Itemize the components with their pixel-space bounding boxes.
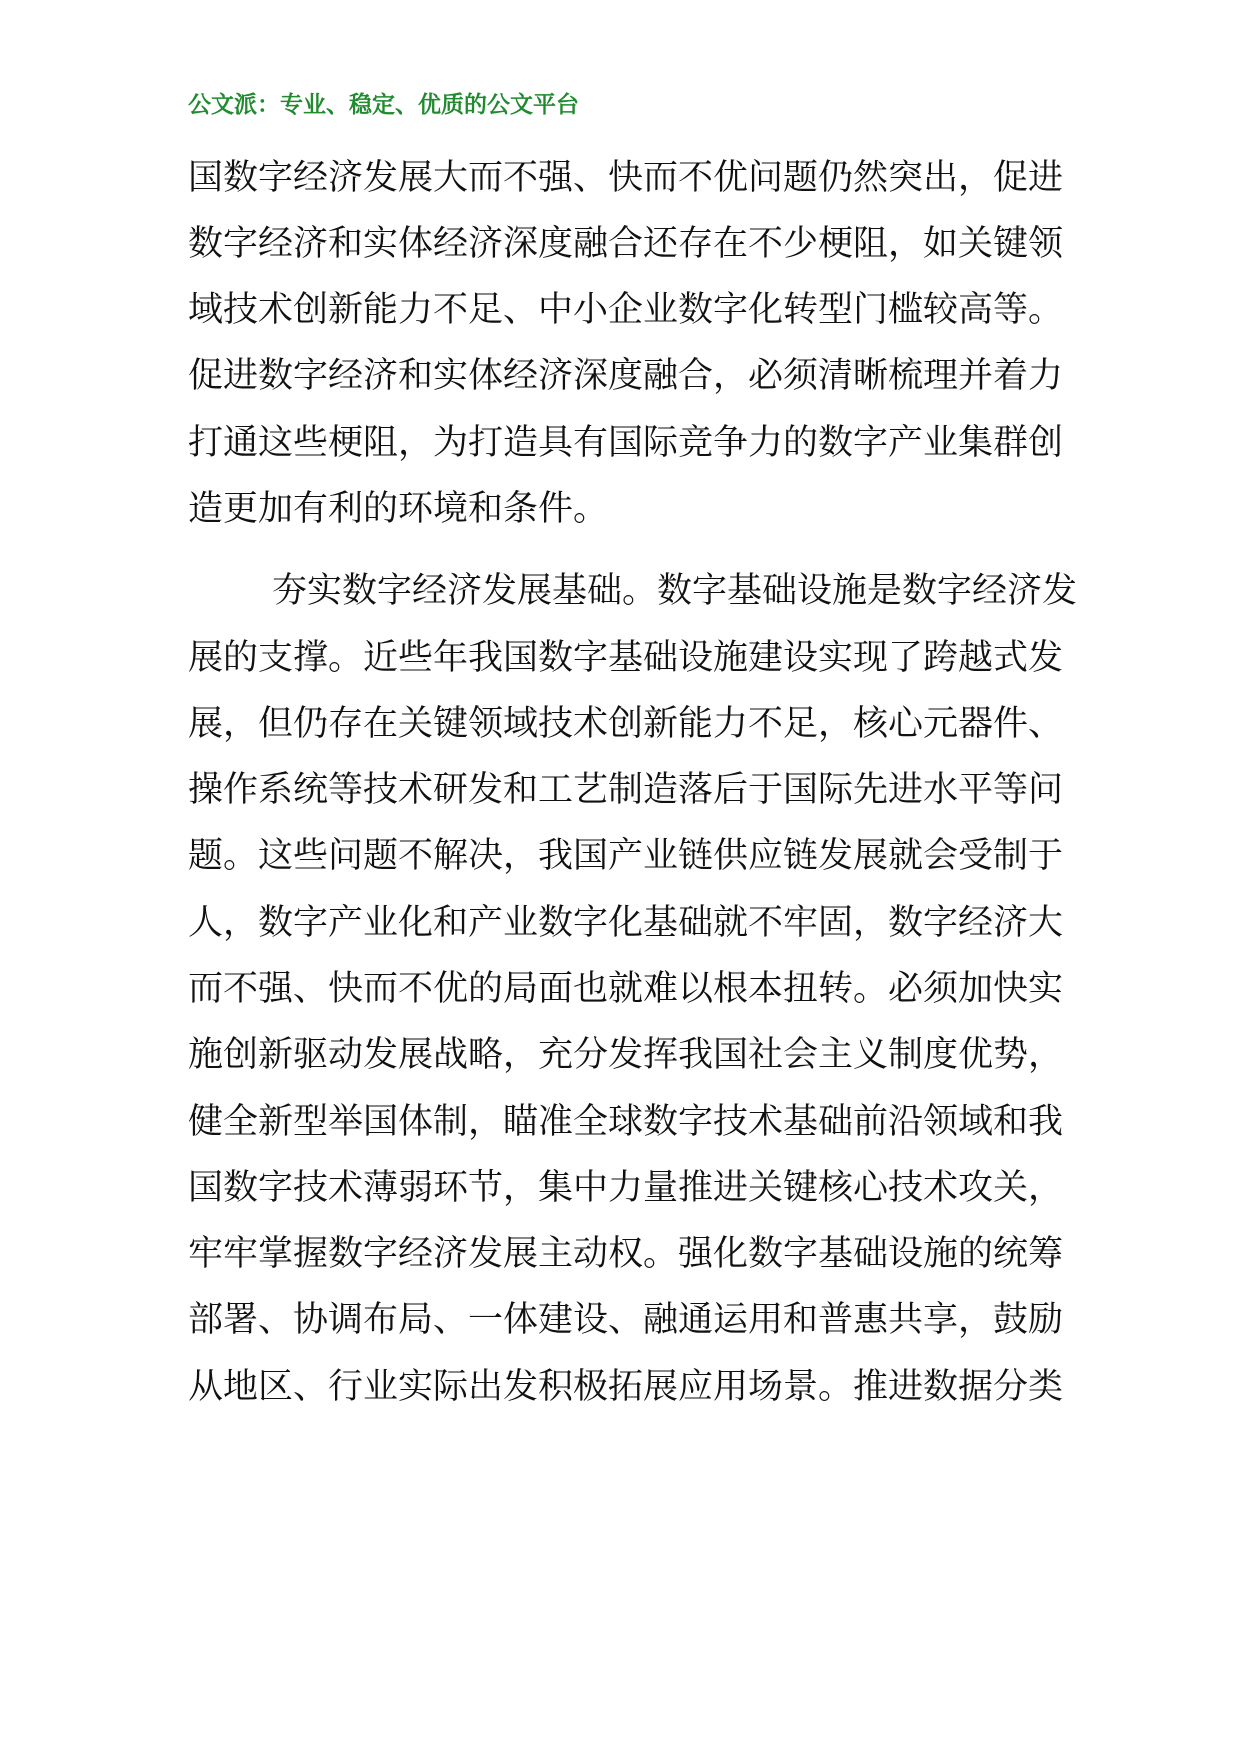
paragraph-line: 而不强、快而不优的局面也就难以根本扭转。必须加快实 — [188, 969, 1064, 1009]
paragraph-line: 题。这些问题不解决，我国产业链供应链发展就会受制于 — [188, 836, 1064, 876]
paragraph-line: 数字经济和实体经济深度融合还存在不少梗阻，如关键领 — [188, 224, 1064, 264]
page-header: 公文派：专业、稳定、优质的公文平台 — [188, 92, 579, 118]
paragraph-line: 展的支撑。近些年我国数字基础设施建设实现了跨越式发 — [188, 638, 1064, 678]
paragraph-line: 域技术创新能力不足、中小企业数字化转型门槛较高等。 — [188, 290, 1064, 330]
paragraph-line: 人，数字产业化和产业数字化基础就不牢固，数字经济大 — [188, 903, 1064, 943]
paragraph-line: 部署、协调布局、一体建设、融通运用和普惠共享，鼓励 — [188, 1300, 1064, 1340]
paragraph-line: 造更加有利的环境和条件。 — [188, 489, 609, 529]
paragraph-line: 健全新型举国体制，瞄准全球数字技术基础前沿领域和我 — [188, 1102, 1064, 1142]
paragraph-line: 夯实数字经济发展基础。数字基础设施是数字经济发 — [272, 571, 1078, 611]
paragraph-line: 国数字经济发展大而不强、快而不优问题仍然突出，促进 — [188, 158, 1064, 198]
paragraph-line: 牢牢掌握数字经济发展主动权。强化数字基础设施的统筹 — [188, 1234, 1064, 1274]
paragraph-line: 促进数字经济和实体经济深度融合，必须清晰梳理并着力 — [188, 356, 1064, 396]
paragraph-line: 打通这些梗阻，为打造具有国际竞争力的数字产业集群创 — [188, 423, 1064, 463]
paragraph-line: 操作系统等技术研发和工艺制造落后于国际先进水平等问 — [188, 770, 1064, 810]
paragraph-line: 国数字技术薄弱环节，集中力量推进关键核心技术攻关， — [188, 1168, 1064, 1208]
paragraph-line: 展，但仍存在关键领域技术创新能力不足，核心元器件、 — [188, 704, 1064, 744]
paragraph-line: 从地区、行业实际出发积极拓展应用场景。推进数据分类 — [188, 1367, 1064, 1407]
paragraph-line: 施创新驱动发展战略，充分发挥我国社会主义制度优势， — [188, 1035, 1064, 1075]
